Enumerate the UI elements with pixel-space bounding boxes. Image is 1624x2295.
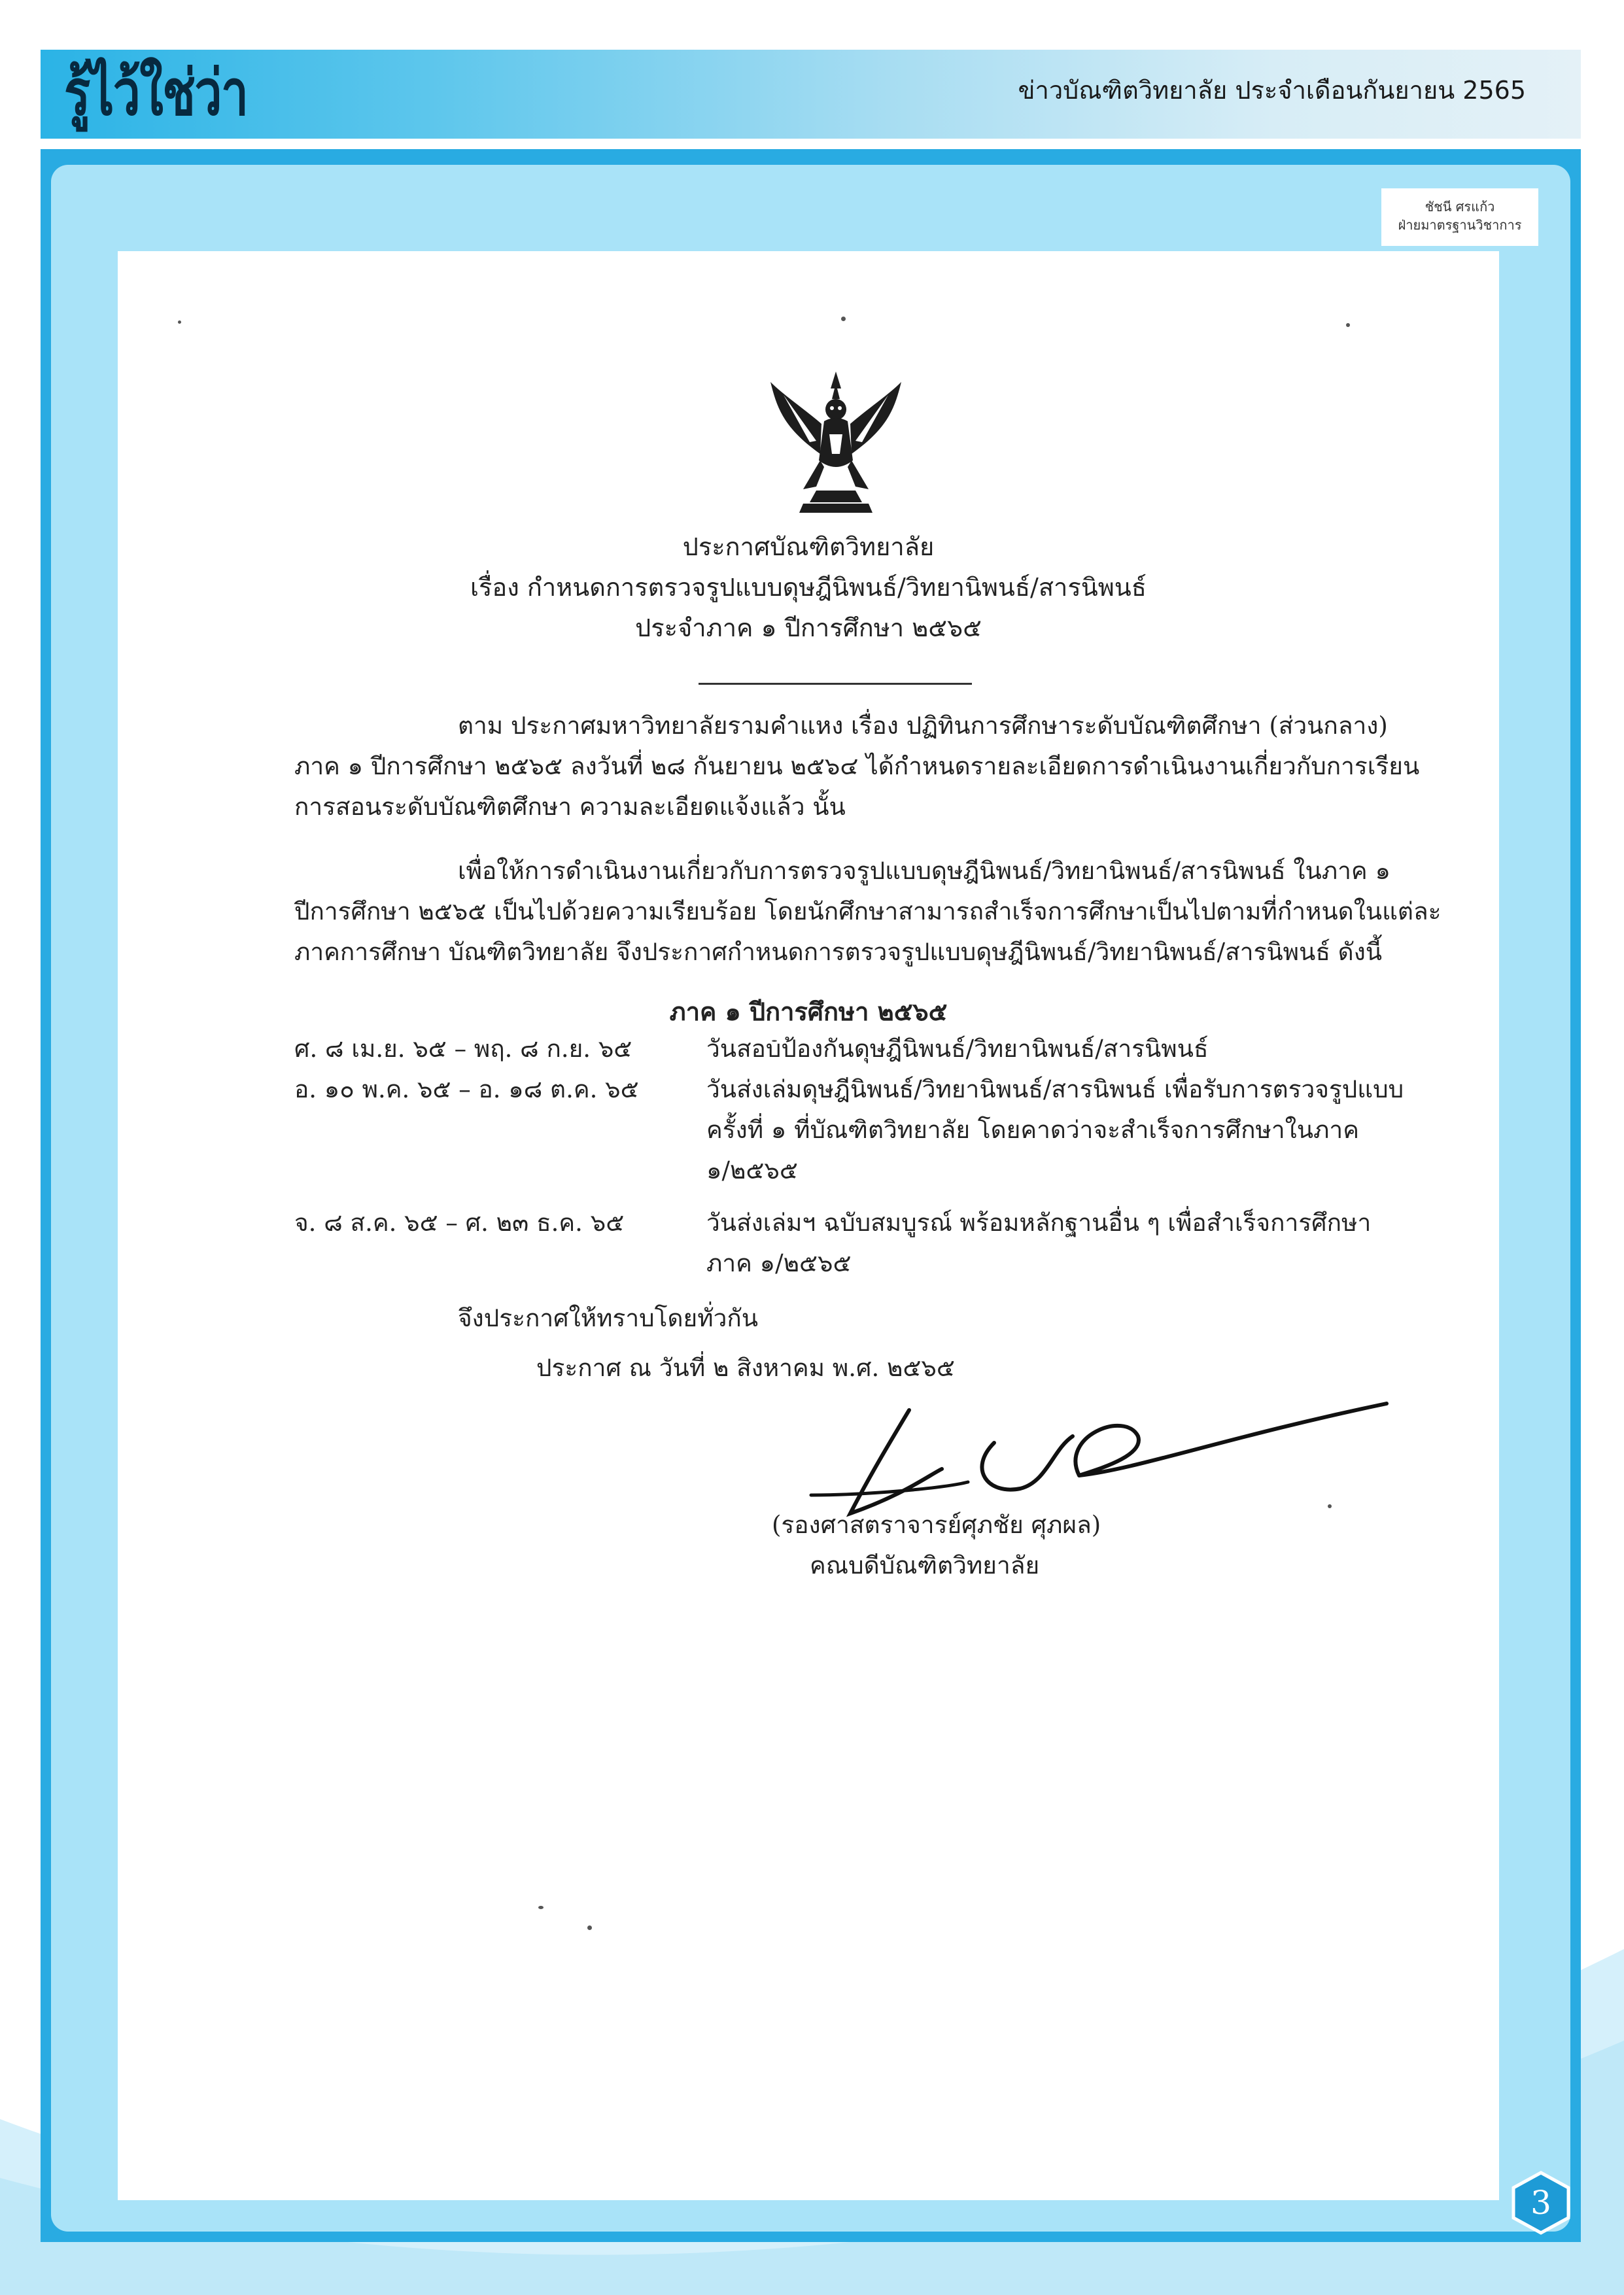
doc-issuer: ประกาศบัณฑิตวิทยาลัย bbox=[682, 532, 935, 561]
signer-title: คณบดีบัณฑิตวิทยาลัย bbox=[810, 1551, 1040, 1579]
schedule-date: ศ. ๘ เม.ย. ๖๕ – พฤ. ๘ ก.ย. ๖๕ bbox=[294, 1035, 632, 1063]
author-box bbox=[1381, 188, 1538, 246]
schedule-date: จ. ๘ ส.ค. ๖๕ – ศ. ๒๓ ธ.ค. ๖๕ bbox=[294, 1209, 625, 1237]
garuda-emblem-icon bbox=[764, 369, 908, 517]
author-department: ฝ่ายมาตรฐานวิชาการ bbox=[1398, 217, 1522, 233]
page-number-badge bbox=[1508, 2170, 1574, 2235]
closing-text: จึงประกาศให้ทราบโดยทั่วกัน bbox=[458, 1304, 759, 1332]
announcement-document bbox=[118, 251, 1499, 2200]
paragraph2-line: ภาคการศึกษา บัณฑิตวิทยาลัย จึงประกาศกำหนดการตรวจรูปแบบดุษฎีนิพนธ์/วิทยานิพนธ์/สารนิพนธ์ ดังนี้ bbox=[294, 938, 1383, 966]
header-bar bbox=[41, 50, 1581, 139]
doc-term: ประจำภาค ๑ ปีการศึกษา ๒๕๖๕ bbox=[635, 613, 982, 642]
author-name: ชัชนี ศรแก้ว bbox=[1425, 199, 1495, 215]
schedule-desc: วันส่งเล่มฯ ฉบับสมบูรณ์ พร้อมหลักฐานอื่น ๆ เพื่อสำเร็จการศึกษา bbox=[706, 1209, 1372, 1237]
paragraph1-line: ตาม ประกาศมหาวิทยาลัยรามคำแหง เรื่อง ปฏิทินการศึกษาระดับบัณฑิตศึกษา (ส่วนกลาง) bbox=[458, 712, 1388, 740]
doc-subject: เรื่อง กำหนดการตรวจรูปแบบดุษฎีนิพนธ์/วิทยานิพนธ์/สารนิพนธ์ bbox=[470, 573, 1147, 602]
page-number: 3 bbox=[1530, 2184, 1551, 2222]
schedule-desc: ๑/๒๕๖๕ bbox=[706, 1156, 798, 1184]
section-title: รู้ไว้ใช่ว่า bbox=[64, 56, 248, 129]
title-divider bbox=[699, 683, 972, 685]
paragraph1-line: การสอนระดับบัณฑิตศึกษา ความละเอียดแจ้งแล้ว นั้น bbox=[294, 793, 846, 821]
schedule-heading: ภาค ๑ ปีการศึกษา ๒๕๖๕ bbox=[669, 997, 948, 1026]
paragraph2-line: เพื่อให้การดำเนินงานเกี่ยวกับการตรวจรูปแบบดุษฎีนิพนธ์/วิทยานิพนธ์/สารนิพนธ์ ในภาค ๑ bbox=[458, 857, 1391, 885]
schedule-desc: วันส่งเล่มดุษฎีนิพนธ์/วิทยานิพนธ์/สารนิพนธ์ เพื่อรับการตรวจรูปแบบ bbox=[706, 1075, 1404, 1103]
schedule-date: อ. ๑๐ พ.ค. ๖๕ – อ. ๑๘ ต.ค. ๖๕ bbox=[294, 1075, 639, 1103]
schedule-desc: วันสอบป้องกันดุษฎีนิพนธ์/วิทยานิพนธ์/สารนิพนธ์ bbox=[706, 1035, 1209, 1063]
schedule-desc: ภาค ๑/๒๕๖๕ bbox=[706, 1249, 852, 1277]
signer-name: (รองศาสตราจารย์ศุภชัย ศุภผล) bbox=[772, 1511, 1101, 1539]
paragraph2-line: ปีการศึกษา ๒๕๖๕ เป็นไปด้วยความเรียบร้อย โดยนักศึกษาสามารถสำเร็จการศึกษาเป็นไปตามที่กำหนดในแต่ละ bbox=[294, 897, 1442, 925]
dated-text: ประกาศ ณ วันที่ ๒ สิงหาคม พ.ศ. ๒๕๖๕ bbox=[536, 1354, 955, 1382]
schedule-desc: ครั้งที่ ๑ ที่บัณฑิตวิทยาลัย โดยคาดว่าจะสำเร็จการศึกษาในภาค bbox=[706, 1116, 1359, 1144]
paragraph1-line: ภาค ๑ ปีการศึกษา ๒๕๖๕ ลงวันที่ ๒๘ กันยายน ๒๕๖๔ ได้กำหนดรายละเอียดการดำเนินงานเกี่ยวกับการเรียน bbox=[294, 752, 1420, 780]
issue-label: ข่าวบัณฑิตวิทยาลัย ประจำเดือนกันยายน 2565 bbox=[1018, 76, 1526, 105]
